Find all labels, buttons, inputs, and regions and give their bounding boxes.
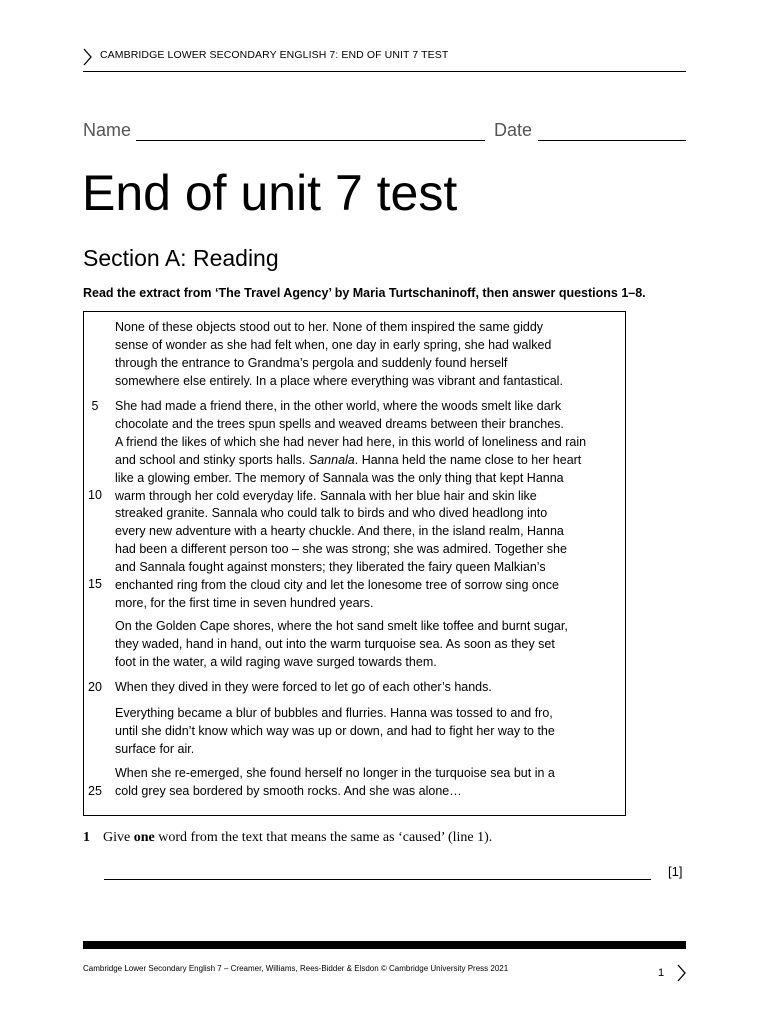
- instruction: Read the extract from ‘The Travel Agency’ by Maria Turtschaninoff, then answer questions 1–8.: [83, 286, 646, 300]
- extract-line: they waded, hand in hand, out into the warm turquoise sea. As soon as they set: [115, 636, 555, 651]
- extract-line: When she re-emerged, she found herself no longer in the turquoise sea but in a: [115, 766, 555, 780]
- extract-line: cold grey sea bordered by smooth rocks. And she was alone…: [115, 783, 462, 798]
- extract-line: foot in the water, a wild raging wave surged towards them.: [115, 654, 437, 669]
- extract-line: On the Golden Cape shores, where the hot sand smelt like toffee and burnt sugar,: [115, 619, 568, 633]
- footer-credit: Cambridge Lower Secondary English 7 – Creamer, Williams, Rees-Bidder & Elsdon © Cambridge University Press 2021: [83, 964, 509, 973]
- extract-line: Everything became a blur of bubbles and flurries. Hanna was tossed to and fro,: [115, 706, 553, 720]
- extract-paragraph-5: [115, 705, 615, 759]
- extract-line: None of these objects stood out to her. None of them inspired the same giddy: [115, 320, 544, 334]
- extract-paragraph-4: [115, 679, 615, 697]
- extract-paragraph-2: [115, 398, 615, 613]
- extract-line: She had made a friend there, in the other world, where the woods smelt like dark: [115, 399, 562, 413]
- extract-line: surface for air.: [115, 741, 195, 756]
- extract-paragraph-1: [115, 319, 615, 391]
- line-number: 25: [88, 784, 102, 798]
- extract-paragraph-3: [115, 618, 615, 672]
- line-number: 20: [88, 680, 102, 694]
- page-title: End of unit 7 test: [82, 165, 458, 221]
- extract-line: chocolate and the trees spun spells and weaved dreams between their branches.: [115, 416, 564, 431]
- extract-line: through the entrance to Grandma’s pergola and suddenly found herself: [115, 355, 508, 370]
- extract-line: more, for the first time in seven hundred years.: [115, 595, 374, 610]
- marks-label: [1]: [668, 864, 683, 879]
- extract-paragraph-6: [115, 765, 615, 801]
- extract-line: every new adventure with a hearty chuckle. And there, in the island realm, Hanna: [115, 524, 564, 539]
- line-number: 5: [91, 399, 99, 413]
- extract-line-text: . Hanna held the name close to her heart: [354, 452, 582, 467]
- question-text-part: word from the text that means the same as ‘caused’ (line 1).: [154, 830, 493, 845]
- date-label: Date: [494, 120, 533, 140]
- date-field[interactable]: [538, 140, 686, 141]
- extract-line: had been a different person too – she was strong; she was admired. Together she: [115, 542, 567, 557]
- extract-line: [115, 452, 615, 470]
- question-emphasis: one: [133, 830, 155, 845]
- section-heading: Section A: Reading: [83, 245, 279, 271]
- character-name: Sannala: [308, 452, 355, 467]
- extract-line: sense of wonder as she had felt when, one day in early spring, she had walked: [115, 337, 552, 352]
- line-number: 10: [88, 488, 102, 502]
- question-number: 1: [83, 830, 90, 845]
- name-field[interactable]: [136, 140, 485, 141]
- question-text: [103, 830, 492, 846]
- footer-bar: [83, 941, 686, 949]
- answer-line[interactable]: [104, 879, 651, 880]
- name-label: Name: [83, 120, 132, 140]
- extract-line: A friend the likes of which she had never had here, in this world of loneliness and rain: [115, 434, 587, 449]
- line-number: 15: [88, 577, 102, 591]
- extract-line: enchanted ring from the cloud city and let the lonesome tree of sorrow sing once: [115, 578, 560, 593]
- chevron-right-icon: [82, 48, 92, 66]
- header-rule: [83, 71, 686, 72]
- page-number: 1: [658, 967, 665, 979]
- extract-line: until she didn’t know which way was up or down, and had to fight her way to the: [115, 723, 555, 738]
- chevron-right-icon[interactable]: [676, 964, 686, 982]
- extract-line: somewhere else entirely. In a place where everything was vibrant and fantastical.: [115, 373, 563, 388]
- extract-line-text: and school and stinky sports halls.: [115, 452, 306, 467]
- extract-line: When they dived in they were forced to let go of each other’s hands.: [115, 680, 492, 694]
- extract-line: streaked granite. Sannala who could talk to birds and who dived headlong into: [115, 506, 548, 521]
- running-header: CAMBRIDGE LOWER SECONDARY ENGLISH 7: END OF UNIT 7 TEST: [100, 49, 449, 61]
- extract-line: like a glowing ember. The memory of Sannala was the only thing that kept Hanna: [115, 470, 564, 485]
- extract-line: warm through her cold everyday life. Sannala with her blue hair and skin like: [115, 488, 537, 503]
- question-text-part: Give: [103, 830, 134, 845]
- extract-line: and Sannala fought against monsters; they liberated the fairy queen Malkian’s: [115, 560, 546, 575]
